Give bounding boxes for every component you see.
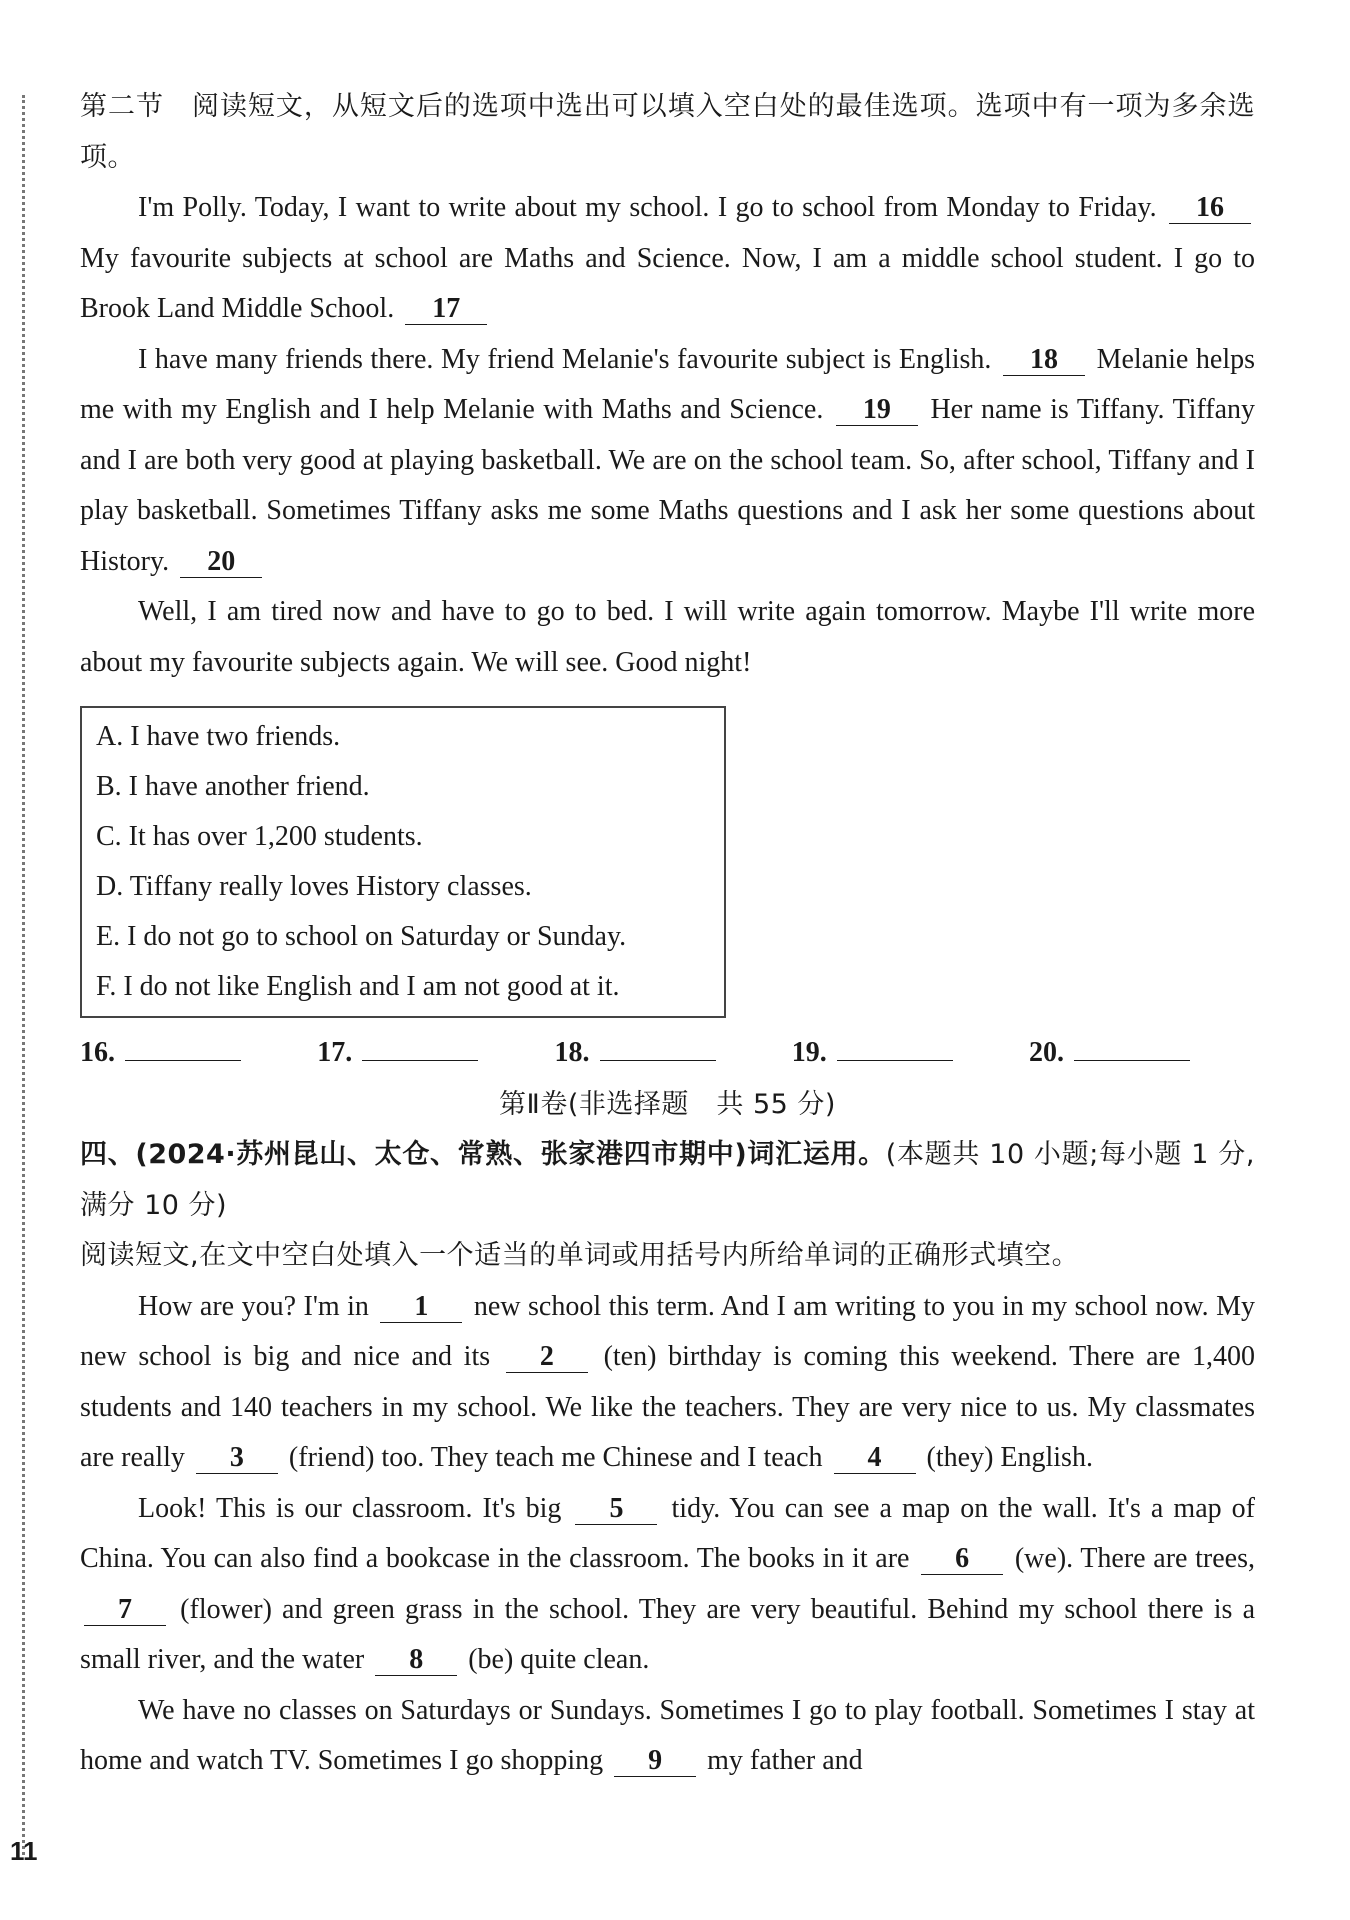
text-segment: How are you? I'm in [138, 1290, 369, 1322]
text-segment: (they) English. [926, 1442, 1093, 1473]
page-number: 11 [10, 1836, 38, 1866]
text-segment: my father and [707, 1745, 863, 1776]
answer-slot-20 [1029, 1026, 1190, 1080]
section4-heading [80, 1130, 1255, 1231]
blank-17[interactable]: 17 [405, 294, 487, 325]
blank-8[interactable]: 8 [375, 1645, 457, 1676]
answer-line[interactable] [837, 1034, 953, 1061]
answer-label: 17. [317, 1037, 353, 1068]
text-segment: Look! This is our classroom. It's big [138, 1492, 562, 1524]
option-d: D. Tiffany really loves History classes. [96, 871, 532, 902]
blank-9[interactable]: 9 [614, 1746, 696, 1777]
passage-paragraph-2 [80, 335, 1255, 588]
answer-line[interactable] [1074, 1034, 1190, 1061]
answer-slot-16 [80, 1026, 241, 1080]
option-f: F. I do not like English and I am not good at it. [96, 971, 620, 1002]
blank-5[interactable]: 5 [575, 1494, 657, 1525]
answer-row [80, 1026, 1190, 1080]
options-box [80, 706, 726, 1018]
text-segment: (ten) birthday is coming this weekend. There are 1,400 students and 140 teachers in my school. We like the teachers. They are very nice to us. My classmates are really [80, 1341, 1256, 1473]
answer-label: 19. [791, 1037, 827, 1068]
section2-instruction: 第二节 阅读短文，从短文后的选项中选出可以填入空白处的最佳选项。选项中有一项为多余选项。 [80, 91, 1255, 173]
section4-heading-rest: (本题共 10 小题;每小题 1 分,满分 10 分) [80, 1139, 1255, 1221]
blank-6[interactable]: 6 [921, 1544, 1003, 1575]
letter-paragraph-1 [80, 1282, 1255, 1484]
text-segment: (flower) and green grass in the school. They are very beautiful. Behind my school there is a small river, and the water [80, 1593, 1256, 1675]
section4-heading-bold: 四、(2024·苏州昆山、太仓、常熟、张家港四市期中)词汇运用。 [80, 1139, 886, 1170]
blank-3[interactable]: 3 [196, 1443, 278, 1474]
text-segment: I'm Polly. Today, I want to write about my school. I go to school from Monday to Friday. [138, 192, 1157, 223]
text-segment: My favourite subjects at school are Maths and Science. Now, I am a middle school student. I go to Brook Land Middle School. [80, 242, 1255, 324]
answer-line[interactable] [600, 1034, 716, 1061]
blank-19[interactable]: 19 [836, 395, 918, 426]
text-segment: Melanie helps me with my English and I help Melanie with Maths and Science. [80, 343, 1256, 425]
section4-instruction: 阅读短文,在文中空白处填入一个适当的单词或用括号内所给单词的正确形式填空。 [80, 1240, 1080, 1271]
text-segment: We have no classes on Saturdays or Sundays. Sometimes I go to play football. Sometimes I stay at home and watch TV. Sometimes I go shopping [80, 1694, 1255, 1776]
option-c: C. It has over 1,200 students. [96, 821, 423, 852]
text-segment: (we). There are trees, [1014, 1543, 1256, 1574]
blank-4[interactable]: 4 [834, 1443, 916, 1474]
letter-paragraph-2 [80, 1484, 1255, 1686]
text-segment: tidy. You can see a map on the wall. It's a map of China. You can also find a bookcase in the classroom. The books in it are [80, 1492, 1256, 1574]
answer-slot-19 [792, 1026, 953, 1080]
text-segment: I have many friends there. My friend Melanie's favourite subject is English. [138, 343, 992, 375]
answer-slot-17 [317, 1026, 478, 1080]
blank-18[interactable]: 18 [1003, 345, 1085, 376]
text-segment: new school this term. And I am writing to you in my school now. My new school is big and nice and its [80, 1290, 1255, 1372]
answer-line[interactable] [125, 1034, 241, 1061]
answer-label: 16. [80, 1037, 115, 1068]
blank-20[interactable]: 20 [180, 547, 262, 578]
text-segment: (be) quite clean. [468, 1644, 650, 1675]
answer-label: 18. [554, 1037, 590, 1068]
letter-paragraph-3 [80, 1686, 1255, 1787]
option-b: B. I have another friend. [96, 771, 370, 802]
option-a: A. I have two friends. [96, 721, 341, 752]
part2-title: 第Ⅱ卷(非选择题 共 55 分) [499, 1089, 836, 1120]
answer-label: 20. [1029, 1037, 1064, 1068]
text-segment: (friend) too. They teach me Chinese and I teach [288, 1442, 823, 1473]
page-content [80, 82, 1255, 1787]
binding-dotted-line [22, 95, 25, 1855]
passage-paragraph-3: Well, I am tired now and have to go to bed. I will write again tomorrow. Maybe I'll write more about my favourite subjects again. We will see. Good night! [80, 596, 1255, 678]
answer-line[interactable] [362, 1034, 478, 1061]
blank-16[interactable]: 16 [1169, 193, 1251, 224]
blank-1[interactable]: 1 [380, 1292, 462, 1323]
blank-2[interactable]: 2 [506, 1342, 588, 1373]
blank-7[interactable]: 7 [84, 1595, 166, 1626]
text-segment: Her name is Tiffany. Tiffany and I are both very good at playing basketball. We are on the school team. So, after school, Tiffany and I play basketball. Sometimes Tiffany asks me some Maths questions and I ask her some questions about History. [80, 394, 1256, 577]
option-e: E. I do not go to school on Saturday or Sunday. [96, 921, 627, 952]
passage-paragraph-1 [80, 183, 1255, 335]
answer-slot-18 [555, 1026, 716, 1080]
